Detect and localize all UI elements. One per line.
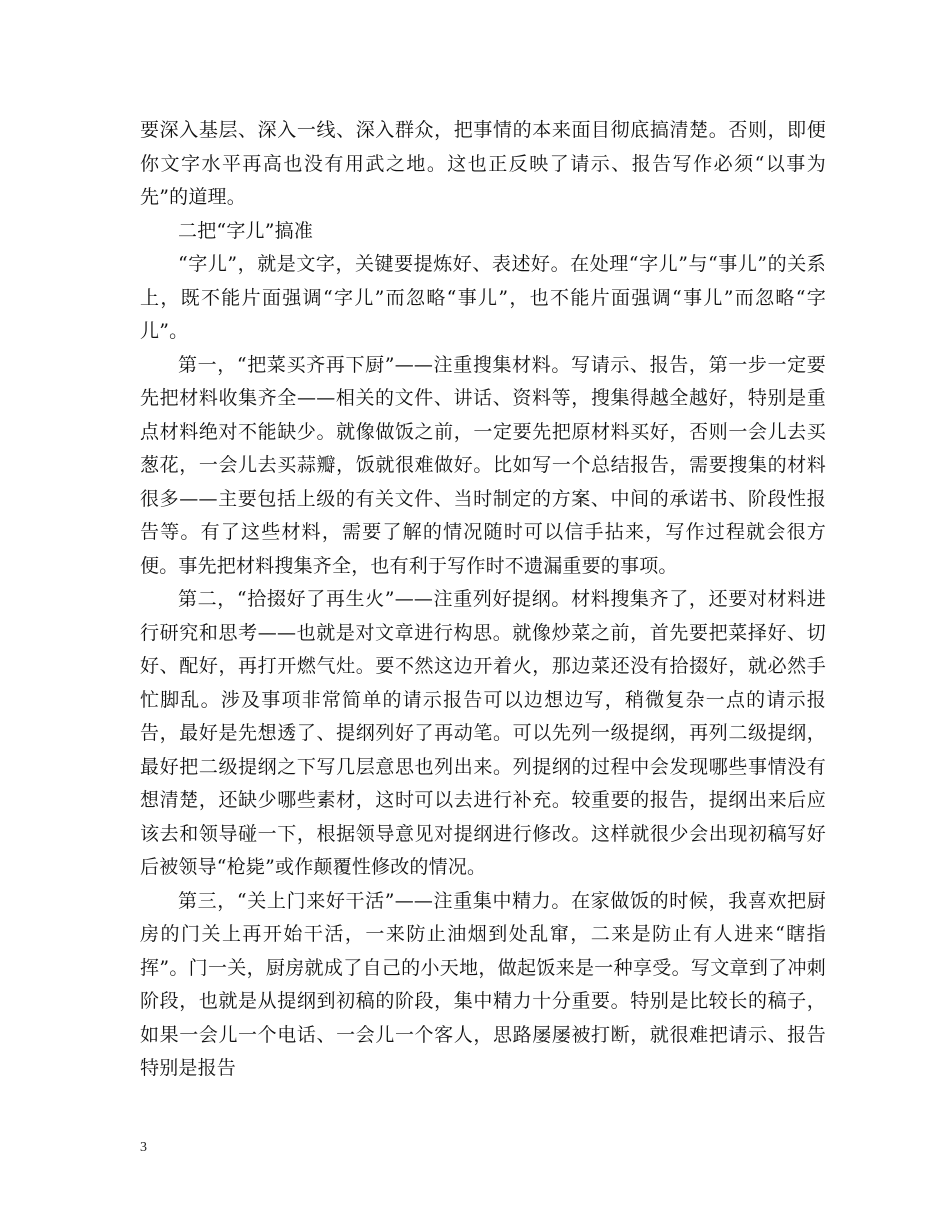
page-number: 3 bbox=[140, 1140, 147, 1155]
paragraph: 第三，“关上门来好干活”——注重集中精力。在家做饭的时候，我喜欢把厨房的门关上再开始干活，一来防止油烟到处乱窜，二来是防止有人进来“瞎指挥”。门一关，厨房就成了自己的小天地，做起饭来是一种享受。写文章到了冲刺阶段，也就是从提纲到初稿的阶段，集中精力十分重要。特别是比较长的稿子，如果一会儿一个电话、一会儿一个客人，思路屡屡被打断，就很难把请示、报告特别是报告 bbox=[140, 889, 826, 1079]
paragraph: 第二，“拾掇好了再生火”——注重列好提纲。材料搜集齐了，还要对材料进行研究和思考——也就是对文章进行构思。就像炒菜之前，首先要把菜择好、切好、配好，再打开燃气灶。要不然这边开着火，那边菜还没有拾掇好，就必然手忙脚乱。涉及事项非常简单的请示报告可以边想边写，稍微复杂一点的请示报告，最好是先想透了、提纲列好了再动笔。可以先列一级提纲，再列二级提纲，最好把二级提纲之下写几层意思也列出来。列提纲的过程中会发现哪些事情没有想清楚，还缺少哪些素材，这时可以去进行补充。较重要的报告，提纲出来后应该去和领导碰一下，根据领导意见对提纲进行修改。这样就很少会出现初稿写好后被领导“枪毙”或作颠覆性修改的情况。 bbox=[140, 588, 826, 878]
paragraph: “字儿”，就是文字，关键要提炼好、表述好。在处理“字儿”与“事儿”的关系上，既不能片面强调“字儿”而忽略“事儿”，也不能片面强调“事儿”而忽略“字儿”。 bbox=[140, 253, 826, 342]
section-heading: 二把“字儿”搞准 bbox=[178, 219, 314, 242]
paragraph: 第一，“把菜买齐再下厨”——注重搜集材料。写请示、报告，第一步一定要先把材料收集齐全——相关的文件、讲话、资料等，搜集得越全越好，特别是重点材料绝对不能缺少。就像做饭之前，一定要先把原材料买好，否则一会儿去买葱花，一会儿去买蒜瓣，饭就很难做好。比如写一个总结报告，需要搜集的材料很多——主要包括上级的有关文件、当时制定的方案、中间的承诺书、阶段性报告等。有了这些材料，需要了解的情况随时可以信手拈来，写作过程就会很方便。事先把材料搜集齐全，也有利于写作时不遗漏重要的事项。 bbox=[140, 353, 826, 577]
body-text bbox=[140, 114, 826, 1086]
paragraph-continuation: 要深入基层、深入一线、深入群众，把事情的本来面目彻底搞清楚。否则，即便你文字水平再高也没有用武之地。这也正反映了请示、报告写作必须“以事为先”的道理。 bbox=[140, 119, 826, 208]
